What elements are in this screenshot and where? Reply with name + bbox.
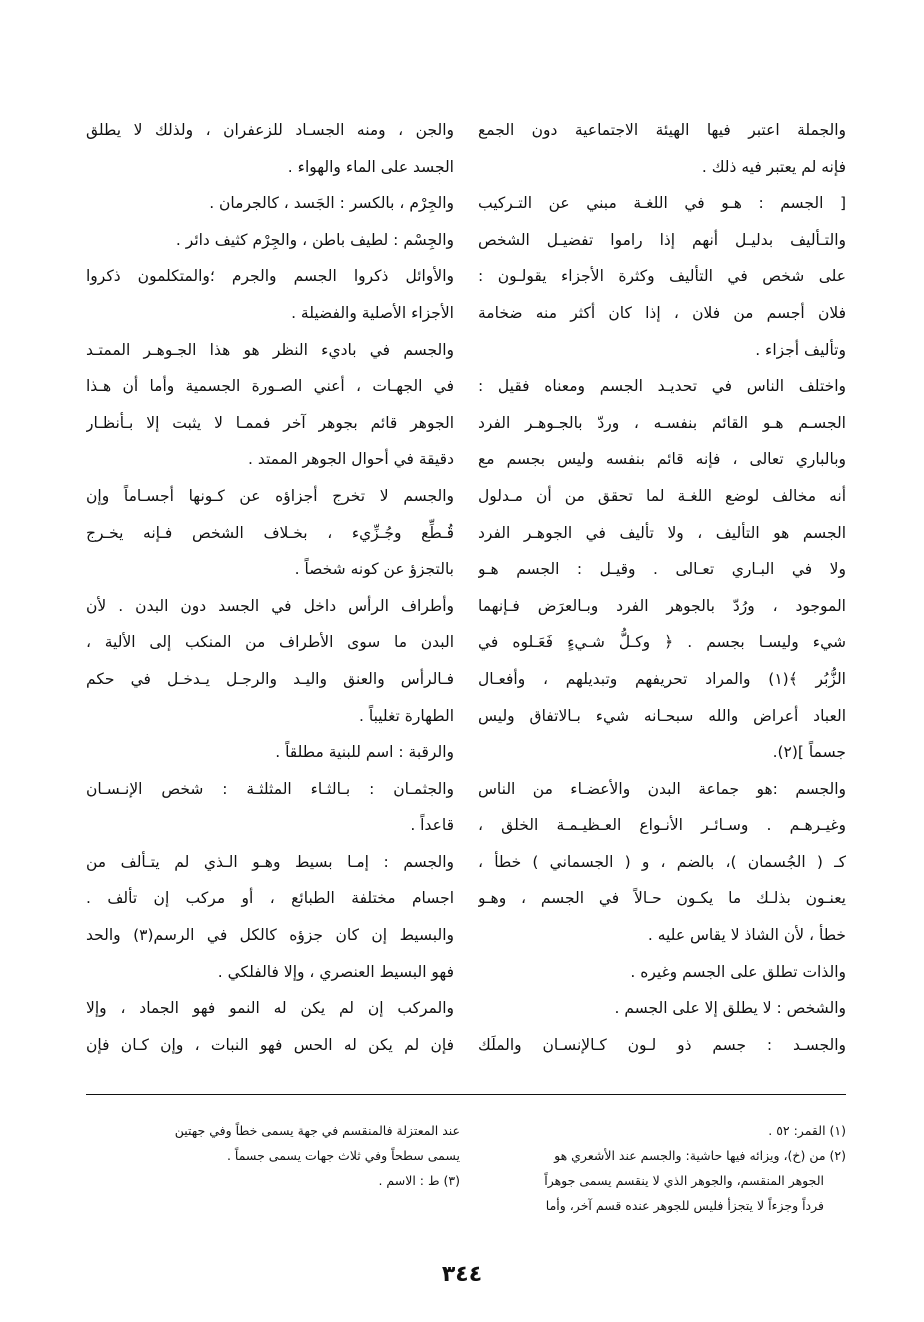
text-line: الجسـم هـو القائم بنفسـه ، وردّ بالجـوهـر الفرد <box>478 413 846 432</box>
text-line: كـ ( الجُسمان )، بالضم ، و ( الجسماني ) خطأ ، <box>478 852 846 871</box>
text-line: خطأ ، لأن الشاذ لا يقاس عليه . <box>647 926 846 945</box>
text-line: والجسم لا تخرج أجزاؤه عن كـونها أجسـاماً وإن <box>86 486 454 505</box>
text-line: شيء وليسـا بجسم . ﴿ وكـلُّ شـيءٍ فَعَـلوه في <box>478 633 846 652</box>
text-line: والجسم في باديء النظر هو هذا الجـوهـر الممتـد <box>86 340 454 359</box>
text-line: البدن ما سوى الأطراف من المنكب إلى الألية ، <box>86 633 454 652</box>
text-line: الطهارة تغليباً . <box>359 706 454 725</box>
text-line: والجِسْم : لطيف باطن ، والجِرْم كثيف دائر . <box>175 230 454 249</box>
text-line: وبالباري تعالى ، فإنه قائم بنفسه وليس بجسم مع <box>478 450 846 469</box>
text-line: يعنـون بذلـك ما يكـون حـالاً في الجسم ، وهـو <box>478 889 846 908</box>
text-line: والجِرْم ، بالكسر : الجَسد ، كالجرمان . <box>209 194 454 213</box>
footnotes <box>86 1118 846 1236</box>
text-line: الجسم هو التأليف ، ولا تأليف في الجوهـر الفرد <box>478 523 846 542</box>
text-line: الجوهر قائم بجوهر آخر فممـا لا يثبت إلا بـأنظـار <box>86 413 454 432</box>
footnote-line: (٣) ط : الاسم . <box>378 1173 460 1188</box>
footnotes-right-column <box>472 1118 846 1218</box>
text-line: اجسام مختلفة الطبائع ، أو مركب إن تألف . <box>86 889 454 908</box>
text-line: والجسـد : جسم ذو لـون كـالإنسـان والملَك <box>478 1035 846 1054</box>
text-line: والبسيط إن كان جزؤه كالكل في الرسم(٣) والحد <box>86 926 454 945</box>
text-line: والأوائل ذكروا الجسم والجرم ؛والمتكلمون ذكروا <box>86 267 454 286</box>
text-line: فإن لم يكن له الحس فهو النبات ، وإن كـان فإن <box>86 1035 454 1054</box>
text-line: وتأليف أجزاء . <box>755 340 846 359</box>
main-text <box>86 112 846 1072</box>
text-line: وغيـرهـم . وسـائـر الأنـواع العـظيـمـة الخلق ، <box>478 816 846 835</box>
text-line: الجسد على الماء والهواء . <box>287 157 454 176</box>
text-line: وأطراف الرأس داخل في الجسد دون البدن . لأن <box>86 596 454 615</box>
text-line: [ الجسم : هـو في اللغـة مبني عن التـركيب <box>478 194 846 213</box>
footnote-line: (٢) من (خ)، ويزائه فيها حاشية: والجسم عند الأشعري هو <box>554 1148 846 1163</box>
text-line: جسماً ](٢). <box>772 743 846 762</box>
text-line: والجسم : إمـا بسيط وهـو الـذي لم يتـألف من <box>86 852 454 871</box>
text-line: والجسم :هو جماعة البدن والأعضـاء من الناس <box>478 779 846 798</box>
footnote-line: الجوهر المنقسم، والجوهر الذي لا ينقسم يسمى جوهراً <box>544 1173 824 1188</box>
text-line: والرقبة : اسم للبنية مطلقاً . <box>275 743 454 762</box>
text-line: قاعداً . <box>410 816 454 835</box>
footnote-divider <box>86 1094 846 1095</box>
text-line: دقيقة في أحوال الجوهر الممتد . <box>247 450 454 469</box>
footnotes-left-column <box>86 1118 460 1193</box>
footnote-line: (١) القمر: ٥٢ . <box>768 1123 846 1138</box>
text-line: والجثمـان : بـالثـاء المثلثـة : شخص الإنـسـان <box>86 779 454 798</box>
left-column <box>86 112 454 1072</box>
footnote-line: فرداً وجزءاً لا يتجزأ فليس للجوهر عنده قسم آخر، وأما <box>545 1198 824 1213</box>
text-line: ولا في البـاري تعـالى . وقيـل : الجسم هـو <box>478 560 846 579</box>
text-line: في الجهـات ، أعني الصـورة الجسمية وأما أن هـذا <box>86 377 454 396</box>
text-line: الزُّبُر ﴾(١) والمراد تحريفهم وتبديلهم ، وأفعـال <box>478 669 846 688</box>
text-line: فلان أجسم من فلان ، إذا كان أكثر منه ضخامة <box>478 303 846 322</box>
footnote-line: عند المعتزلة فالمنقسم في جهة يسمى خطاً وفي جهتين <box>174 1123 460 1138</box>
text-line: والتـأليف بدليـل أنهم إذا راموا تفضيـل الشخص <box>478 230 846 249</box>
text-line: قُـطِّع وجُـزِّيء ، بخـلاف الشخص فـإنه يخـرج <box>86 523 454 542</box>
text-line: والمركب إن لم يكن له النمو فهو الجماد ، وإلا <box>86 999 454 1018</box>
text-line: فـالرأس والعنق واليـد والرجـل يـدخـل في حكم <box>86 669 454 688</box>
text-line: واختلف الناس في تحديـد الجسم ومعناه فقيل : <box>478 377 846 396</box>
text-line: العباد أعراض والله سبحـانه شيء بـالاتفاق وليس <box>478 706 846 725</box>
text-line: بالتجزؤ عن كونه شخصاً . <box>294 560 454 579</box>
right-column <box>478 112 846 1072</box>
text-line: والذات تطلق على الجسم وغيره . <box>630 962 846 981</box>
text-line: والجن ، ومنه الجسـاد للزعفران ، ولذلك لا يطلق <box>86 121 454 139</box>
text-line: الموجود ، ورُدّ بالجوهر الفرد وبـالعرَض فـإنهما <box>478 596 846 615</box>
text-line: فإنه لم يعتبر فيه ذلك . <box>701 157 846 176</box>
text-line: أنه مخالف لوضع اللغـة لما تحقق من أن مـدلول <box>478 486 846 505</box>
text-line: الأجزاء الأصلية والفضيلة . <box>291 303 454 322</box>
text-line: والشخص : لا يطلق إلا على الجسم . <box>614 999 846 1018</box>
text-line: والجملة اعتبر فيها الهيئة الاجتماعية دون الجمع <box>478 121 846 139</box>
footnote-line: يسمى سطحاً وفي ثلاث جهات يسمى جسماً . <box>226 1148 460 1163</box>
page-number: ٣٤٤ <box>441 1262 483 1287</box>
text-line: على شخص في التأليف وكثرة الأجزاء يقولـون : <box>478 267 846 286</box>
text-line: فهو البسيط العنصري ، وإلا فالفلكي . <box>217 962 454 981</box>
